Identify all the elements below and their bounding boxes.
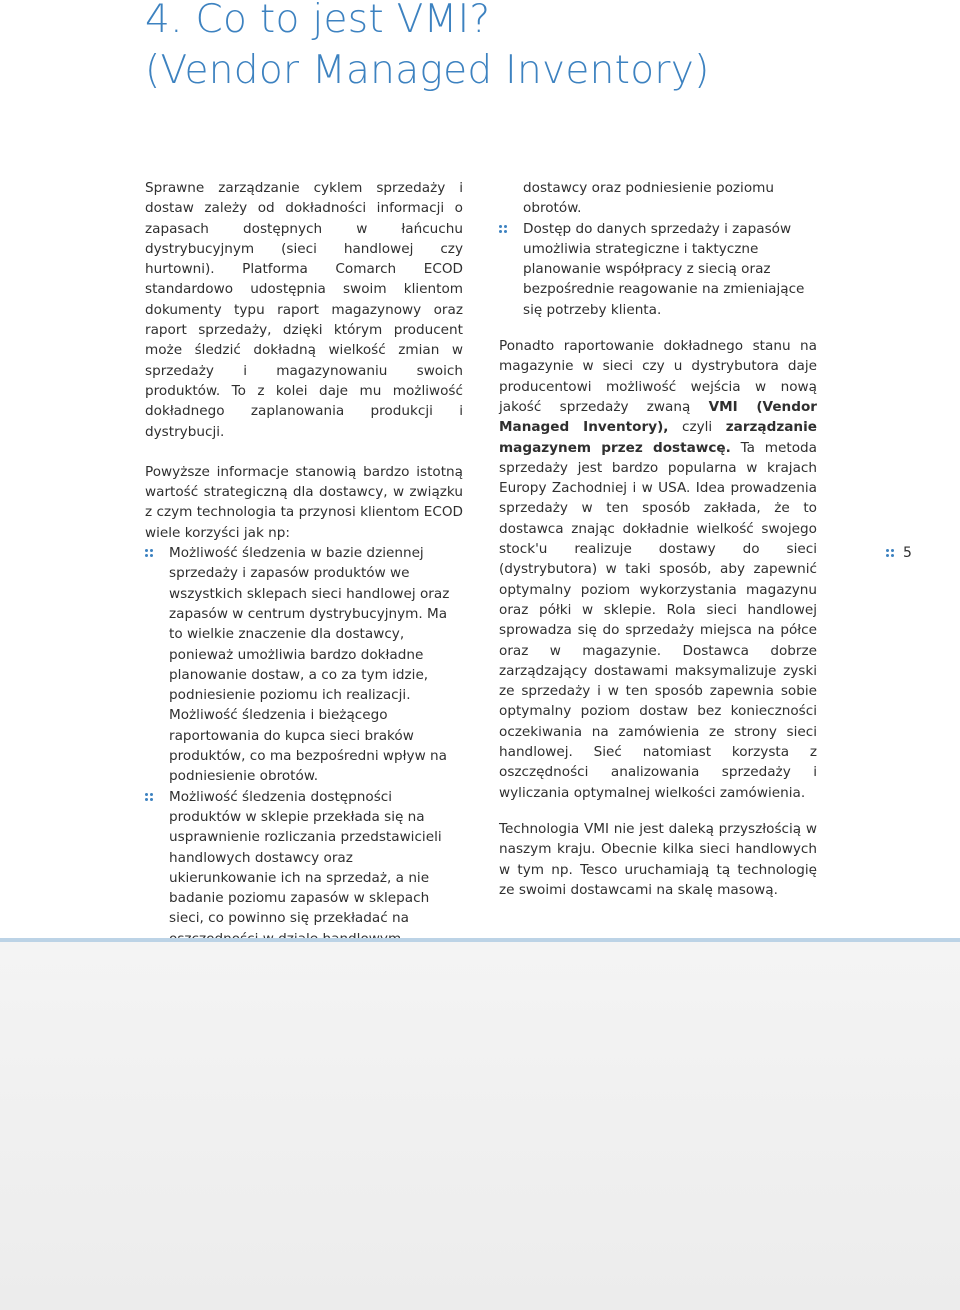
text-run: czyli xyxy=(668,419,726,436)
text-run: Ponadto raportowanie dokładnego stanu na magazynie w sieci czy u dystrybutora daje producentowi możliwość wejścia w nową jakość sprzedaży zwaną xyxy=(499,338,817,415)
paragraph-intro: Sprawne zarządzanie cyklem sprzedaży i dostaw zależy od dokładności informacji o zapasach dostępnych w łańcuchu dystrybucyjnym (sieci handlowej czy hurtowni). Platforma Comarch ECOD standardowo udostępnia swoim klientom dokumenty typu raport magazynowy oraz raport sprzedaży, dzięki którym producent może śledzić dokładną wielkość zmian w sprzedaży i magazynowaniu swoich produktów. To z kolei daje mu możliwość dokładnego zaplanowania produkcji i dystrybucji. xyxy=(145,180,463,440)
paragraph-vmi xyxy=(499,336,817,803)
footer-band xyxy=(0,942,960,1310)
left-column xyxy=(145,178,463,949)
right-column xyxy=(499,178,817,920)
emphasis-vmi: VMI (Vendor Managed Inventory), xyxy=(499,398,817,436)
benefits-list xyxy=(145,543,463,949)
list-item xyxy=(499,219,817,320)
title-line-1: 4. Co to jest VMI? xyxy=(145,0,491,42)
title-line-2: (Vendor Managed Inventory) xyxy=(145,48,710,93)
paragraph-poland: Technologia VMI nie jest daleką przyszłością w naszym kraju. Obecnie kilka sieci handlowych w tym np. Tesco uruchamiają tą technologię ze swoimi dostawcami na skalę masową. xyxy=(499,820,817,898)
dot-grid-bullet-icon xyxy=(499,225,508,234)
list-item-text: Dostęp do danych sprzedaży i zapasów umożliwia strategiczne i taktyczne planowanie współpracy z siecią oraz bezpośrednie reagowanie na zmieniające się potrzeby klienta. xyxy=(523,220,805,318)
list-item-text: Możliwość śledzenia w bazie dziennej sprzedaży i zapasów produktów we wszystkich sklepach sieci handlowej oraz zapasów w centrum dystrybucyjnym. Ma to wielkie znaczenie dla dostawcy, ponieważ umożliwia bardzo dokładne planowanie dostaw, a co za tym idzie, podniesienie poziomu ich realizacji. Możliwość śledzenia i bieżącego raportowania do kupca sieci braków produktów, co ma bezpośredni wpływ na podniesienie obrotów. xyxy=(169,545,450,785)
page-title xyxy=(145,0,925,96)
text-run: Ta metoda sprzedaży jest bardzo popularna w krajach Europy Zachodniej i w USA. Idea prowadzenia sprzedaży w ten sposób zakłada, że to dostawca znając dokładnie wielkość swojego stock'u realizuje dostawy do sieci (dystrybutora) w taki sposób, aby zapewnić optymalny poziom wykorzystania magazynu oraz półki w sklepie. Rola sieci handlowej sprowadza się do sprzedaży miejsca na półce oraz w magazynie. Dostawca dobrze zarządzający dostawami maksymalizuje zyski ze sprzedaży i w ten sposób zapewnia sobie optymalny poziom dostaw bez konieczności oczekiwania na zamówienia ze strony sieci handlowej. Sieć natomiast korzysta z oszczędności analizowania sprzedaży i wyliczania optymalnej wielkości zamówienia. xyxy=(499,439,817,801)
dot-grid-bullet-icon xyxy=(145,549,154,558)
benefits-list-continued xyxy=(499,178,817,320)
dot-grid-bullet-icon xyxy=(886,549,895,558)
paragraph-benefits-intro: Powyższe informacje stanowią bardzo istotną wartość strategiczną dla dostawcy, w związku z czym technologia ta przynosi klientom ECOD wiele korzyści jak np: xyxy=(145,463,463,541)
list-item-text: dostawcy oraz podniesienie poziomu obrotów. xyxy=(523,180,774,217)
page-number xyxy=(886,545,912,561)
page-number-text: 5 xyxy=(903,545,912,561)
list-item-text: Możliwość śledzenia dostępności produktów w sklepie przekłada się na usprawnienie rozliczania przedstawicieli handlowych dostawcy oraz ukierunkowanie ich na sprzedaż, a nie badanie poziomu zapasów w sklepach sieci, co powinno się przekładać na xyxy=(169,788,442,927)
dot-grid-bullet-icon xyxy=(145,793,154,802)
list-item xyxy=(145,543,463,787)
list-item xyxy=(145,787,463,949)
emphasis-definition: zarządzanie magazynem przez dostawcę. xyxy=(499,419,817,456)
list-item-continuation xyxy=(499,178,817,219)
